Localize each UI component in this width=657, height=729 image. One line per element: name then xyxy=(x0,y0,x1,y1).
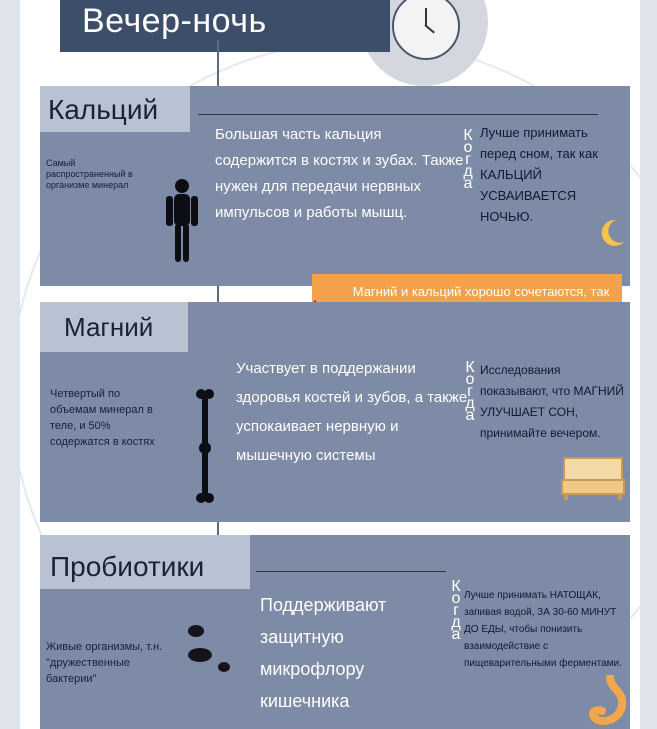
magnesium-advice: Исследования показывают, что МАГНИЙ УЛУЧШАЕТ СОН, принимайте вечером. xyxy=(480,363,624,440)
probiotics-side-text: Живые организмы, т.н. "дружественные бактерии" xyxy=(46,641,163,685)
calcium-section xyxy=(40,86,630,286)
calcium-side-text: Самый распространенный в организме минерал xyxy=(46,158,133,190)
probiotics-when-label: К о г д а xyxy=(451,578,461,643)
bone-icon xyxy=(194,388,216,504)
header-banner xyxy=(60,0,390,52)
callout-text: Магний и кальций хорошо сочетаются, так xyxy=(352,284,610,299)
calcium-main-text: Большая часть кальция содержится в костях и зубах. Также нужен для передачи нервных импульсов и работы мышц. xyxy=(215,126,464,221)
moon-icon xyxy=(600,218,626,248)
human-silhouette-icon xyxy=(162,178,202,264)
magnesium-section xyxy=(40,302,630,522)
magnesium-side-text: Четвертый по объемам минерал в теле, и 50% содержатся в костях xyxy=(50,388,155,448)
magnesium-main-text: Участвует в поддержании здоровья костей и зубов, а также успокаивает нервную и мышечную системы xyxy=(236,360,468,464)
calcium-title-rule xyxy=(198,114,598,115)
probiotics-advice: Лучше принимать НАТОЩАК, запивая водой, ЗА 30-60 МИНУТ ДО ЕДЫ, чтобы понизить взаимодействие с пищеварительными ферментами. xyxy=(464,590,622,669)
calcium-advice: Лучше принимать перед сном, так как КАЛЬЦИЙ УСВАИВАЕТСЯ НОЧЬЮ. xyxy=(480,125,598,224)
page-title: Вечер-ночь xyxy=(82,2,267,40)
probiotics-title-rule xyxy=(256,571,446,572)
probiotics-main-text: Поддерживают защитную микрофлору кишечника xyxy=(260,595,387,711)
calcium-title: Кальций xyxy=(48,94,159,125)
stomach-icon xyxy=(584,675,628,727)
bed-icon xyxy=(560,454,626,502)
probiotics-title: Пробиотики xyxy=(50,551,205,582)
magnesium-title: Магний xyxy=(64,312,154,342)
calcium-when-label: К о г д а xyxy=(463,127,473,192)
infographic-page xyxy=(20,0,640,729)
magnesium-when-label: К о г д а xyxy=(465,359,475,424)
probiotics-section xyxy=(40,535,630,729)
bacteria-icon xyxy=(180,619,240,679)
